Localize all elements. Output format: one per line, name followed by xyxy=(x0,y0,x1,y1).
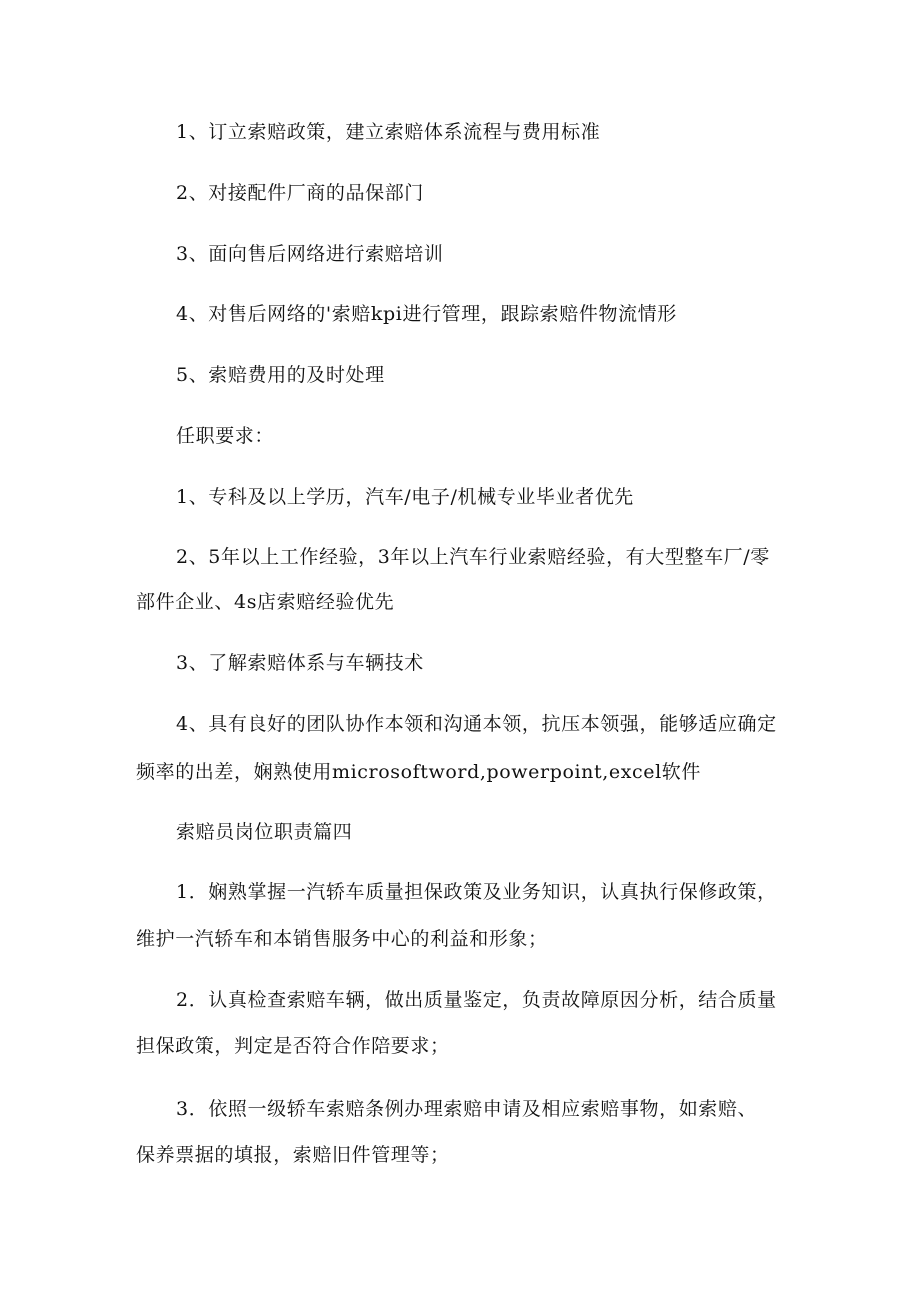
requirement-item-2-line-1: 2、5年以上工作经验，3年以上汽车行业索赔经验，有大型整车厂/零 xyxy=(176,546,770,568)
section-item-1-line-2: 维护一汽轿车和本销售服务中心的利益和形象； xyxy=(136,928,548,950)
requirement-item-4-line-2: 频率的出差，娴熟使用microsoftword,powerpoint,excel软件 xyxy=(136,761,702,783)
section-item-1-line-1: 1．娴熟掌握一汽轿车质量担保政策及业务知识，认真执行保修政策， xyxy=(176,881,777,903)
requirement-item-2-line-2: 部件企业、4s店索赔经验优先 xyxy=(136,591,395,613)
requirement-item-1: 1、专科及以上学历，汽车/电子/机械专业毕业者优先 xyxy=(176,486,634,508)
section-item-2-line-2: 担保政策，判定是否符合作陪要求； xyxy=(136,1035,450,1057)
duty-item-1: 1、订立索赔政策，建立索赔体系流程与费用标准 xyxy=(176,121,601,143)
duty-item-4: 4、对售后网络的'索赔kpi进行管理，跟踪索赔件物流情形 xyxy=(176,303,677,325)
section-title: 索赔员岗位职责篇四 xyxy=(176,821,353,843)
duty-item-3: 3、面向售后网络进行索赔培训 xyxy=(176,243,444,265)
section-item-3-line-2: 保养票据的填报，索赔旧件管理等； xyxy=(136,1144,450,1166)
duty-item-2: 2、对接配件厂商的品保部门 xyxy=(176,182,424,204)
requirements-heading: 任职要求： xyxy=(176,425,275,447)
section-item-2-line-1: 2．认真检查索赔车辆，做出质量鉴定，负责故障原因分析，结合质量 xyxy=(176,989,777,1011)
section-item-3-line-1: 3．依照一级轿车索赔条例办理索赔申请及相应索赔事物，如索赔、 xyxy=(176,1098,758,1120)
requirement-item-4-line-1: 4、具有良好的团队协作本领和沟通本领，抗压本领强，能够适应确定 xyxy=(176,713,777,735)
duty-item-5: 5、索赔费用的及时处理 xyxy=(176,364,385,386)
requirement-item-3: 3、了解索赔体系与车辆技术 xyxy=(176,652,424,674)
